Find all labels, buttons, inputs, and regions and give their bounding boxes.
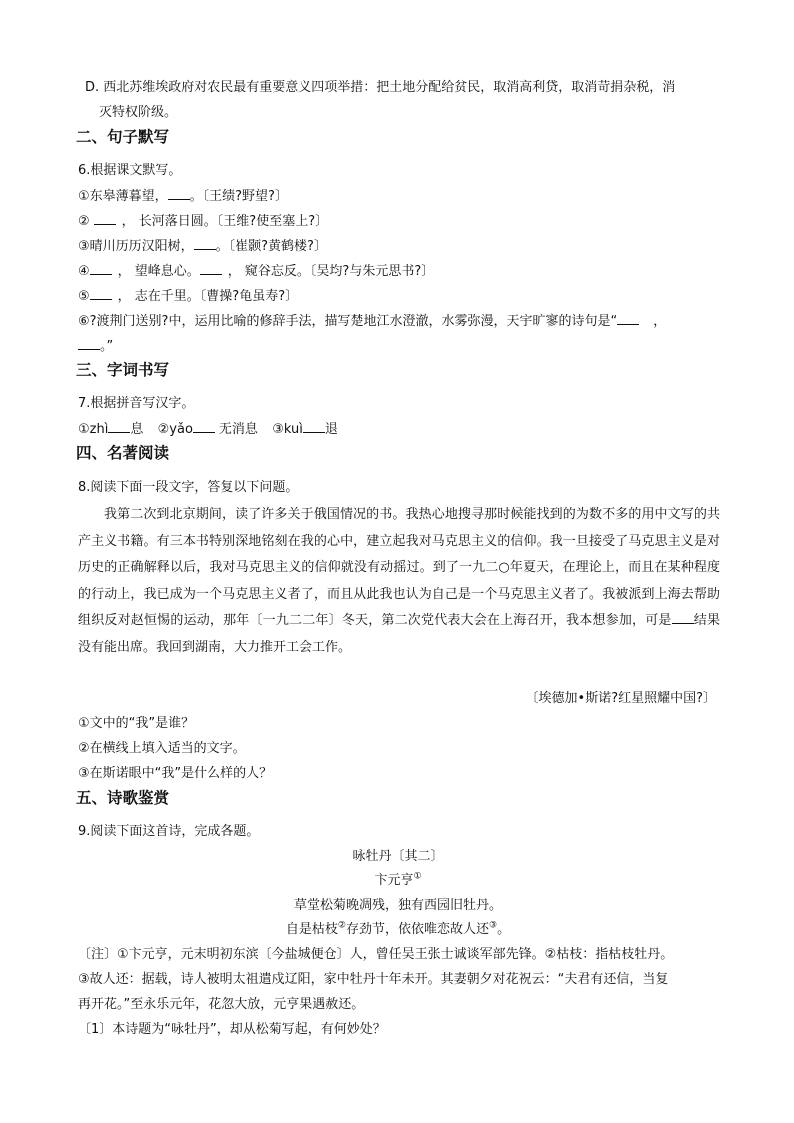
footnote-marker: ③ [489, 920, 498, 931]
q7-stem: 7.根据拼音写汉字。 [78, 396, 195, 411]
q8-stem: 8.阅读下面一段文字，答复以下问题。 [78, 480, 299, 495]
q6-stem: 6.根据课文默写。 [78, 163, 182, 178]
poem-author-name: 卞元亨 [374, 873, 414, 888]
pinyin-2-suffix: 无消息 [218, 422, 258, 437]
answer-blank[interactable] [617, 312, 639, 325]
q6-item-4-source: ， 窥谷忘反。〔吴均?与朱元思书?〕 [227, 264, 435, 279]
poem-author [78, 872, 718, 890]
q6-item-6-comma: ， [653, 314, 667, 329]
section-title-word-writing: 三、字词书写 [76, 361, 170, 379]
option-d-line-1: D. 西北苏维埃政府对农民最有重要意义四项举措：把土地分配给贫民，取消高利贷，取消苛捐杂税，消 [85, 80, 676, 95]
q6-item-2-text: ， 长河落日圆。〔王维?使至塞上?〕 [121, 214, 329, 229]
pinyin-1-suffix: 息 [130, 422, 144, 437]
q6-item-5 [78, 287, 298, 306]
q6-item-4-mark: ④ [78, 264, 90, 279]
q6-item-3 [78, 237, 327, 256]
passage-source: 〔埃德加•斯诺?红星照耀中国?〕 [525, 691, 716, 706]
q7-pinyin-items [78, 420, 338, 439]
poem-note-line-3: 再开花。”至永乐元年，花忽大放，元亨果遇赦还。 [78, 997, 365, 1012]
pinyin-1: ①zhì [78, 422, 109, 437]
q8-subquestion-1: ①文中的“我”是谁？ [78, 716, 195, 731]
answer-blank[interactable] [78, 337, 100, 350]
answer-blank[interactable] [90, 287, 112, 300]
verse-2-part-a: 自是枯枝 [285, 922, 338, 937]
q6-item-2-mark: ② [78, 214, 90, 229]
q6-item-1-text: ①东皋薄暮望， [78, 189, 168, 204]
poem-note-line-2: ③故人还：据载，诗人被明太祖遣戍辽阳，家中牡丹十年未开。其妻朝夕对花祝云：“夫君有还信，当复 [78, 972, 669, 987]
q6-item-5-mark: ⑤ [78, 289, 90, 304]
q6-item-4-text: ， 望峰息心。 [117, 264, 200, 279]
q8-passage [78, 502, 720, 661]
section-title-classic-reading: 四、名著阅读 [76, 444, 170, 462]
footnote-marker: ② [337, 920, 346, 931]
verse-2-part-b: 存劲节，依依唯恋故人还 [345, 922, 489, 937]
answer-blank[interactable] [193, 420, 215, 433]
q6-item-6-text: ⑥?渡荆门送别?中，运用比喻的修辞手法，描写楚地江水澄澈，水雾弥漫，天宇旷寥的诗句是“ [78, 314, 618, 329]
q9-stem: 9.阅读下面这首诗，完成各题。 [78, 824, 260, 839]
answer-blank[interactable] [200, 262, 222, 275]
q6-item-6-end: 。” [100, 339, 114, 354]
answer-blank[interactable] [168, 187, 190, 200]
answer-blank[interactable] [90, 262, 112, 275]
answer-blank[interactable] [672, 611, 694, 624]
q6-item-5-text: ， 志在千里。〔曹操?龟虽寿?〕 [117, 289, 299, 304]
footnote-marker: ① [413, 871, 422, 882]
q6-item-3-text: ③晴川历历汉阳树， [78, 239, 194, 254]
answer-blank[interactable] [108, 420, 130, 433]
poem-verse-2 [78, 921, 718, 939]
q6-item-6-continued [78, 337, 113, 356]
q9-subquestion-1: 〔1〕本诗题为“咏牡丹”，却从松菊写起，有何妙处？ [78, 1022, 386, 1037]
poem-title: 咏牡丹〔其二〕 [352, 849, 444, 864]
answer-blank[interactable] [94, 212, 116, 225]
q8-subquestion-3: ③在斯诺眼中“我”是什么样的人？ [78, 766, 273, 781]
answer-blank[interactable] [303, 420, 325, 433]
q6-item-3-source: 。〔崔颢?黄鹤楼?〕 [215, 239, 327, 254]
poem-note-line-1: 〔注〕①卞元亨，元末明初东滨〔今盐城便仓〕人，曾任吴王张士诚谈军部先锋。②枯枝：指枯枝牡丹。 [78, 947, 674, 962]
q6-item-2 [78, 212, 328, 231]
answer-blank[interactable] [194, 237, 216, 250]
section-title-sentence-dictation: 二、句子默写 [76, 128, 170, 146]
q8-subquestion-2: ②在横线上填入适当的文字。 [78, 741, 246, 756]
pinyin-2: ②yǎo [157, 422, 193, 437]
q6-item-1-source: 。〔王绩?野望?〕 [189, 189, 288, 204]
verse-2-end: 。 [497, 922, 511, 937]
poem-verse-1: 草堂松菊晚凋残，独有西园旧牡丹。 [293, 898, 502, 913]
pinyin-3: ③kuì [272, 422, 303, 437]
passage-text: 我第二次到北京期间，读了许多关于俄国情况的书。我热心地搜寻那时候能找到的为数不多的用中文写的共产主义书籍。有三本书特别深地铭刻在我的心中，建立起我对马克思主义的信仰。我一旦接受了马克思主义是对历史的正确解释以后，我对马克思主义的信仰就没有动摇过。到了一九二○年夏天，在理论上，而且在某种程度的行动上，我已成为一个马克思主义者了，而且从此我也认为自己是一个马克思主义者了。我被派到上海去帮助组织反对赵恒惕的运动，那年〔一九二二年〕冬天，第二次党代表大会在上海召开，我本想参加，可是 [78, 507, 720, 628]
q6-item-1 [78, 187, 288, 206]
q6-item-4 [78, 262, 434, 281]
section-title-poetry-appreciation: 五、诗歌鉴赏 [76, 789, 170, 807]
passage-text-end: 结果没有能出席。我回到湖南，大力推开工会工作。 [78, 613, 720, 655]
pinyin-3-suffix: 退 [324, 422, 338, 437]
q6-item-6 [78, 312, 666, 331]
option-d-line-2: 灭特权阶级。 [99, 105, 178, 120]
